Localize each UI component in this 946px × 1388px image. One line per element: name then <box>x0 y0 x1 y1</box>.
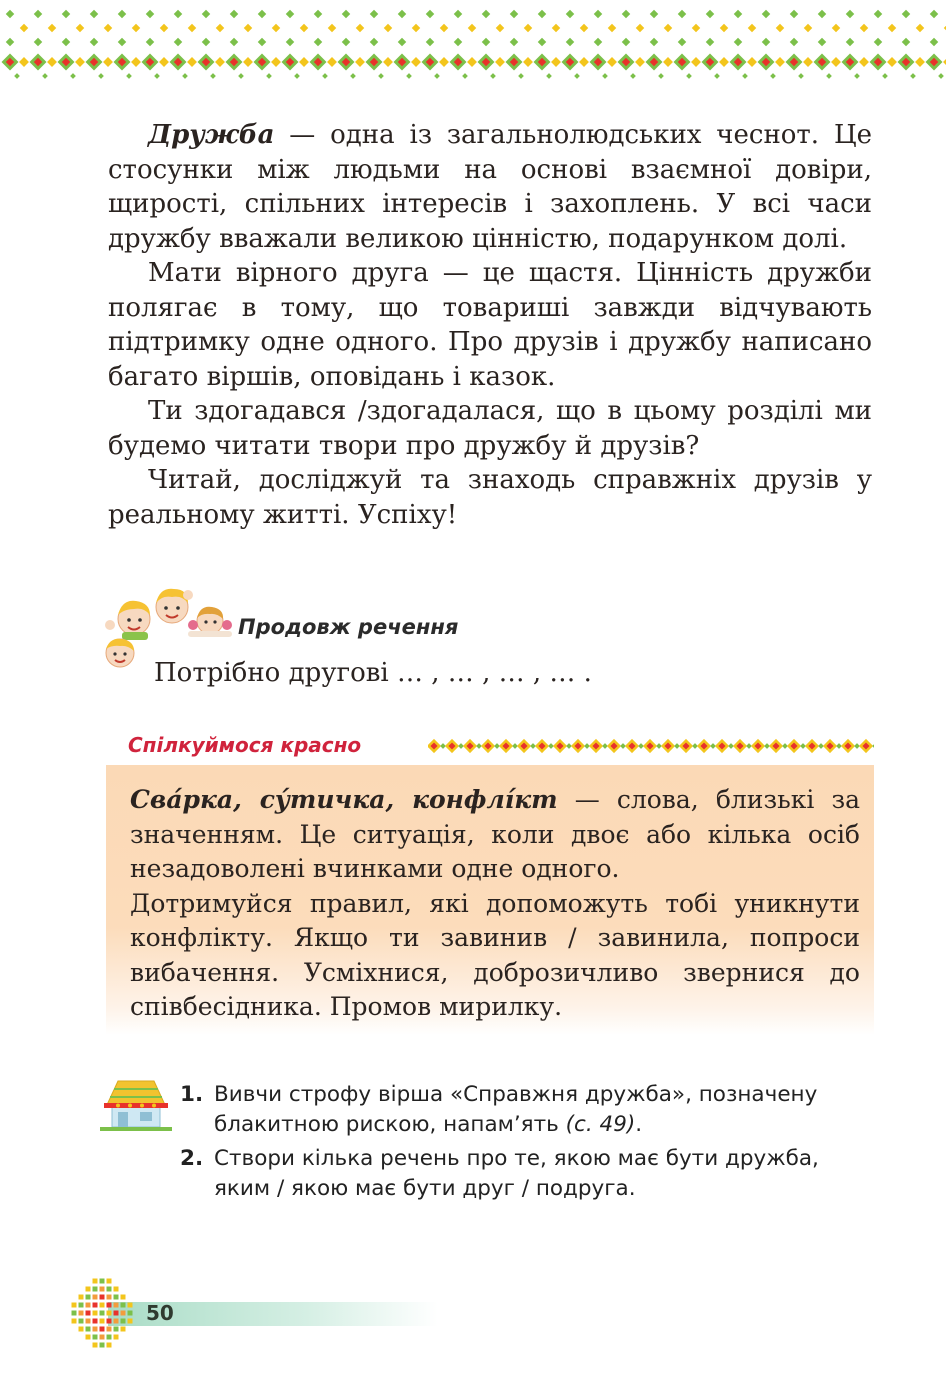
info-paragraph-1 <box>130 783 860 887</box>
intro-paragraph-4: Читай, досліджуй та знаходь справжніх друзів у реальному житті. Успіху! <box>108 465 872 530</box>
intro-paragraph-3: Ти здогадався /здогадалася, що в цьому розділі ми будемо читати твори про дружбу й друзів? <box>108 396 872 461</box>
info-paragraph-1-text: — слова, близькі за значенням. Це ситуація, коли двоє або кілька осіб незадоволені вчинками одне одного. <box>130 785 860 883</box>
page-number: 50 <box>146 1301 174 1325</box>
list-item <box>180 1144 880 1204</box>
task-text: Створи кілька речень про те, якою має бути дружба, яким / якою має бути друг / подруга. <box>214 1146 819 1201</box>
task-number: 2. <box>180 1146 204 1171</box>
task-number: 1. <box>180 1082 204 1107</box>
intro-paragraph-2: Мати вірного друга — це щастя. Цінність дружби полягає в тому, що товариші завжди відчувають підтримку одне одного. Про друзів і дружбу написано багато віршів, оповідань і казок. <box>108 258 872 392</box>
footer-embroidery-ornament <box>66 1275 136 1355</box>
page-reference: (с. 49) <box>565 1112 636 1137</box>
intro-paragraph-1 <box>108 118 872 256</box>
task-end: . <box>635 1112 643 1137</box>
task-title: Продовж речення <box>238 615 459 639</box>
section-embroidery-ornament <box>428 737 874 755</box>
intro-text <box>108 118 872 532</box>
intro-paragraph-1-text: — одна із загальнолюдських чеснот. Це стосунки між людьми на основі взаємної довіри, щирості, спільних інтересів і захоплень. У всі часи дружбу вважали великою цінністю, подарунком долі. <box>108 120 872 254</box>
lead-word: Дружба <box>148 120 275 150</box>
top-embroidery-ornament <box>0 0 946 92</box>
task-sentence: Потрібно другові … , … , … , … . <box>154 658 592 688</box>
list-item <box>180 1080 880 1140</box>
section-title: Спілкуймося красно <box>128 733 362 757</box>
info-terms: Сва́рка, су́тичка, конфлі́кт <box>130 785 558 814</box>
task-text: Вивчи строфу вірша «Справжня дружба», позначену блакитною рискою, напам’ять <box>214 1082 818 1137</box>
house-icon <box>96 1075 176 1135</box>
info-box-text <box>130 783 860 1025</box>
tasks-list <box>180 1080 880 1208</box>
info-paragraph-2: Дотримуйся правил, які допоможуть тобі уникнути конфлікту. Якщо ти завинив / завинила, попроси вибачення. Усміхнися, доброзичливо звернися до співбесідника. Промов мирилку. <box>130 888 860 1021</box>
